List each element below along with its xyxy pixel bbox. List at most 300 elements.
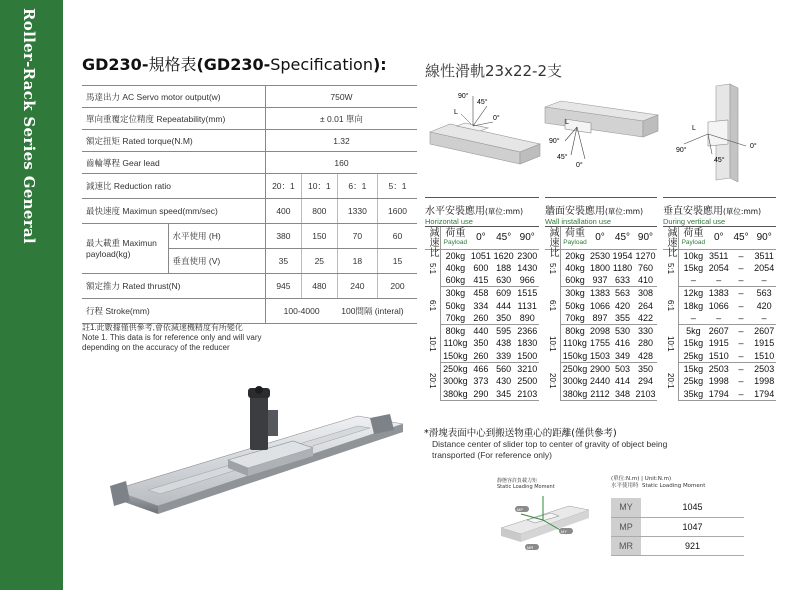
load-col-ratio: 減速比 — [545, 227, 561, 249]
load-cell: 560 — [496, 363, 512, 374]
load-cell: 2103 — [517, 388, 538, 399]
load-row — [663, 362, 776, 375]
spec-row-lead — [82, 152, 417, 174]
load-col-angle: 0° — [470, 227, 492, 249]
load-cell: 350 — [492, 312, 516, 325]
vertical-angle-45: 45° — [714, 157, 725, 164]
load-cell: 80kg — [445, 326, 466, 337]
load-cell: 260 — [470, 350, 492, 363]
load-cell: 3511 — [709, 250, 729, 261]
load-cell: 595 — [496, 326, 512, 337]
load-cell: 444 — [496, 300, 512, 311]
title-model: GD230- — [82, 55, 149, 74]
spec-value: 160 — [265, 152, 417, 174]
load-cell: 15kg — [683, 338, 704, 349]
load-cell: 415 — [470, 274, 492, 287]
load-cell: 2503 — [754, 363, 775, 374]
load-table-wall — [545, 197, 657, 401]
spec-row-payload-h — [82, 224, 417, 249]
load-row — [425, 287, 539, 300]
load-cell: 897 — [589, 312, 611, 325]
load-cell: 5kg — [686, 326, 701, 337]
load-col-angle: 0° — [708, 227, 730, 249]
moment-value: 1047 — [641, 517, 744, 536]
load-head — [663, 197, 776, 227]
spec-table — [82, 85, 417, 324]
moment-key: MP — [611, 517, 641, 536]
load-cell: 1800 — [589, 262, 610, 273]
load-row — [545, 299, 657, 312]
spec-value: 945 — [265, 274, 301, 299]
load-cell: 1131 — [517, 300, 537, 311]
load-cell: 10kg — [683, 250, 704, 261]
load-cell: 110kg — [563, 338, 587, 349]
load-cell: 1998 — [754, 376, 775, 387]
load-cell: 3511 — [754, 250, 774, 261]
spec-row-stroke — [82, 299, 417, 324]
wall-angle-0: 0° — [576, 162, 583, 169]
load-row — [545, 362, 657, 375]
load-cell: 1510 — [754, 350, 775, 361]
load-row — [663, 350, 776, 363]
load-cell: 1830 — [517, 338, 538, 349]
load-cell: 300kg — [443, 376, 468, 387]
load-row — [425, 350, 539, 363]
load-cell: 458 — [473, 288, 489, 299]
load-cell: 1066 — [589, 300, 610, 311]
spec-value: 480 — [301, 274, 337, 299]
load-col-payload — [441, 227, 470, 249]
load-col-payload-en: Payload — [443, 238, 468, 246]
load-cell: – — [738, 288, 744, 299]
load-cell: 438 — [496, 338, 512, 349]
spec-value: 400 — [265, 199, 301, 224]
static-label-mr: MR — [527, 545, 534, 550]
load-cell: 35kg — [679, 388, 708, 401]
spec-row-motor — [82, 86, 417, 108]
load-title-en: Wall installation use — [545, 217, 612, 226]
load-cell: 280 — [637, 338, 653, 349]
load-row — [545, 262, 657, 275]
load-cell: – — [752, 274, 776, 287]
load-table — [545, 227, 657, 401]
load-cell: 430 — [496, 376, 512, 387]
load-cell: 440 — [473, 326, 489, 337]
load-cell: 339 — [492, 350, 516, 363]
load-cell: 563 — [756, 288, 772, 299]
load-row — [425, 262, 539, 275]
spec-row-ratio — [82, 174, 417, 199]
load-cell: 1503 — [589, 350, 610, 361]
load-row — [663, 299, 776, 312]
load-col-angle: 0° — [589, 227, 611, 249]
load-cell: 1500 — [517, 350, 538, 361]
load-cell: 15kg — [683, 363, 704, 374]
load-cell: 80kg — [565, 326, 585, 337]
spec-value: 60 — [377, 224, 417, 249]
load-col-ratio: 減速比 — [425, 227, 441, 249]
vertical-angle-0: 0° — [750, 143, 757, 150]
load-ratio: 20:1 — [425, 362, 441, 400]
ref-note-en-2: transported (For reference only) — [432, 450, 552, 460]
spec-interval: 100間隔 (interal) — [337, 299, 417, 324]
load-cell: 563 — [614, 288, 630, 299]
load-cell: 3210 — [517, 363, 538, 374]
load-cell: 2900 — [589, 363, 610, 374]
load-cell: 25kg — [683, 376, 704, 387]
load-cell: 30kg — [445, 288, 466, 299]
spec-label: 減速比 Reduction ratio — [82, 174, 265, 199]
load-cell: 150kg — [561, 350, 589, 363]
load-ratio: 10:1 — [425, 325, 441, 363]
load-row — [425, 362, 539, 375]
load-cell: 2607 — [754, 326, 775, 337]
load-cell: 2366 — [517, 326, 538, 337]
load-cell: 422 — [634, 312, 657, 325]
sidebar — [0, 0, 63, 590]
wall-angle-45: 45° — [557, 154, 568, 161]
spec-value: 750W — [265, 86, 417, 108]
moment-value: 921 — [641, 536, 744, 555]
load-cell: 350 — [637, 363, 653, 374]
load-cell: 1270 — [635, 250, 656, 261]
load-row — [663, 262, 776, 275]
load-title-zh: 水平安裝應用 — [425, 206, 485, 217]
load-cell: – — [708, 312, 730, 325]
load-row — [545, 249, 657, 262]
load-cell: 2103 — [635, 388, 656, 399]
load-ratio: 20:1 — [663, 362, 679, 400]
load-cell: 70kg — [441, 312, 470, 325]
load-cell: 334 — [473, 300, 489, 311]
spec-value: 1.32 — [265, 130, 417, 152]
horizontal-angle-90: 90° — [458, 93, 469, 100]
load-cell: – — [730, 350, 753, 363]
load-cell: – — [738, 338, 744, 349]
spec-ratio-col: 20：1 — [265, 174, 301, 199]
spec-value: 35 — [265, 249, 301, 274]
load-cell: 250kg — [443, 363, 468, 374]
load-cell: 60kg — [561, 274, 589, 287]
note-en-2: depending on the accuracy of the reducer — [82, 343, 230, 352]
load-row — [425, 388, 539, 401]
load-row — [663, 388, 776, 401]
load-row — [545, 274, 657, 287]
load-row — [425, 274, 539, 287]
vertical-l-label: L — [692, 125, 696, 132]
load-row — [545, 350, 657, 363]
static-label-my: MY — [561, 529, 567, 534]
spec-row-torque — [82, 130, 417, 152]
load-cell: 1510 — [708, 350, 729, 361]
load-cell: 1998 — [708, 376, 729, 387]
spec-value: 150 — [301, 224, 337, 249]
sidebar-title: Roller-Rack Series General — [20, 8, 38, 244]
horizontal-mount-diagram — [425, 84, 545, 184]
load-cell: 2112 — [590, 388, 610, 399]
load-cell: 18kg — [683, 300, 704, 311]
load-cell: 1051 — [470, 250, 491, 261]
rail-heading: 線性滑軌23x22-2支 — [425, 62, 563, 80]
load-head — [425, 197, 539, 227]
load-title-en: Horizontal use — [425, 217, 473, 226]
load-title-zh: 垂直安裝應用 — [663, 206, 723, 217]
title-en: Specification — [270, 55, 373, 74]
load-cell: – — [738, 363, 744, 374]
load-cell: – — [679, 312, 708, 325]
spec-value: 800 — [301, 199, 337, 224]
load-col-angle: 90° — [752, 227, 776, 249]
load-row — [545, 312, 657, 325]
spec-value: 70 — [337, 224, 377, 249]
load-ratio: 6:1 — [663, 287, 679, 325]
static-moment-diagram — [497, 476, 597, 556]
title-model-en: GD230- — [203, 55, 271, 74]
load-cell: 2098 — [589, 326, 610, 337]
spec-value: 100-4000 — [265, 299, 337, 324]
load-col-angle: 45° — [730, 227, 753, 249]
load-cell: 20kg — [445, 250, 466, 261]
load-ratio: 6:1 — [545, 287, 561, 325]
title-zh: 規格表 — [148, 55, 197, 74]
static-label-mp: MP — [517, 507, 523, 512]
load-cell: 966 — [515, 274, 539, 287]
moment-key: MR — [611, 536, 641, 555]
load-cell: – — [738, 250, 744, 261]
load-row — [545, 287, 657, 300]
load-cell: 15kg — [683, 262, 704, 273]
load-cell: – — [730, 274, 753, 287]
load-cell: 1383 — [708, 288, 729, 299]
load-cell: 1180 — [612, 262, 633, 273]
moment-unit: (單位:N.m) | Unit:N.m) — [611, 476, 672, 482]
page-title — [82, 52, 387, 75]
load-cell: 330 — [637, 326, 653, 337]
load-cell: 188 — [496, 262, 512, 273]
load-row — [425, 312, 539, 325]
load-cell: 633 — [611, 274, 634, 287]
load-cell: 2530 — [589, 250, 610, 261]
load-cell: 428 — [634, 350, 657, 363]
load-cell: 260 — [470, 312, 492, 325]
load-cell: – — [708, 274, 730, 287]
load-cell: 1954 — [612, 250, 633, 261]
load-cell: 110kg — [443, 338, 468, 349]
load-cell: 937 — [589, 274, 611, 287]
spec-row-speed — [82, 199, 417, 224]
load-cell: 250kg — [562, 363, 588, 374]
load-col-payload — [561, 227, 589, 249]
load-cell: 530 — [614, 326, 630, 337]
load-cell: 40kg — [445, 262, 466, 273]
wall-angle-90: 90° — [549, 138, 560, 145]
spec-value: 25 — [301, 249, 337, 274]
load-row — [425, 337, 539, 350]
load-col-ratio: 減速比 — [663, 227, 679, 249]
load-header-row — [545, 227, 657, 249]
load-cell: 760 — [637, 262, 653, 273]
load-row — [425, 299, 539, 312]
load-col-payload-zh: 荷重 — [683, 227, 704, 239]
moment-en: Static Loading Moment — [642, 483, 706, 489]
spec-label: 齒輪導程 Gear lead — [82, 152, 265, 174]
load-cell: 1915 — [708, 338, 729, 349]
load-col-angle: 90° — [515, 227, 539, 249]
load-cell: 373 — [473, 376, 489, 387]
load-col-angle: 45° — [611, 227, 634, 249]
load-cell: – — [738, 376, 744, 387]
load-table-vertical — [663, 197, 776, 401]
load-cell: 503 — [614, 363, 630, 374]
load-cell: 416 — [614, 338, 630, 349]
load-cell: 345 — [492, 388, 516, 401]
spec-row-thrust — [82, 274, 417, 299]
load-row — [663, 337, 776, 350]
spec-label: 行程 Stroke(mm) — [82, 299, 265, 324]
load-cell: – — [738, 326, 744, 337]
load-cell: – — [679, 274, 708, 287]
load-cell: 150kg — [441, 350, 470, 363]
load-row — [545, 375, 657, 388]
load-cell: 70kg — [561, 312, 589, 325]
spec-row-repeatability — [82, 108, 417, 130]
load-cell: 609 — [496, 288, 512, 299]
load-cell: 50kg — [565, 300, 585, 311]
load-cell: 466 — [473, 363, 489, 374]
spec-ratio-col: 5：1 — [377, 174, 417, 199]
moment-key: MY — [611, 498, 641, 517]
load-cell: 410 — [634, 274, 657, 287]
load-cell: 630 — [492, 274, 516, 287]
load-cell: 600 — [473, 262, 489, 273]
static-caption-en: Static Loading Moment — [497, 484, 555, 490]
load-cell: 264 — [637, 300, 653, 311]
spec-label: 最快速度 Maximun speed(mm/sec) — [82, 199, 265, 224]
load-row — [425, 375, 539, 388]
load-cell: 348 — [611, 388, 634, 401]
load-unit: (單位:mm) — [723, 207, 761, 216]
load-ratio: 5:1 — [545, 249, 561, 287]
static-caption-zh: 靜態容許負載力矩 — [497, 478, 538, 484]
load-unit: (單位:mm) — [485, 207, 523, 216]
load-cell: – — [752, 312, 776, 325]
moment-caption — [611, 476, 705, 490]
load-cell: 1794 — [708, 388, 729, 399]
load-col-payload-zh: 荷重 — [445, 227, 466, 239]
load-cell: 308 — [637, 288, 653, 299]
spec-label: 額定扭矩 Rated torque(N.M) — [82, 130, 265, 152]
load-cell: 1915 — [754, 338, 775, 349]
load-cell: 1755 — [589, 338, 610, 349]
load-cell: 2607 — [708, 326, 729, 337]
load-cell: 50kg — [445, 300, 466, 311]
load-cell: – — [730, 312, 753, 325]
moment-value: 1045 — [641, 498, 744, 517]
load-cell: – — [738, 262, 744, 273]
spec-value: ± 0.01 單向 — [265, 108, 417, 130]
load-row — [663, 249, 776, 262]
actuator-image — [108, 378, 408, 518]
load-ratio: 20:1 — [545, 362, 561, 400]
load-col-payload-en: Payload — [681, 238, 706, 246]
load-row — [663, 274, 776, 287]
spec-value: 200 — [377, 274, 417, 299]
spec-sublabel: 垂直使用 (V) — [168, 249, 265, 274]
load-cell: 2054 — [754, 262, 775, 273]
load-cell: 414 — [614, 376, 630, 387]
vertical-angle-90: 90° — [676, 147, 687, 154]
load-cell: 2500 — [517, 376, 538, 387]
spec-label: 額定推力 Rated thrust(N) — [82, 274, 265, 299]
spec-value: 380 — [265, 224, 301, 249]
load-cell: 1430 — [517, 262, 538, 273]
spec-ratio-col: 10：1 — [301, 174, 337, 199]
spec-value: 15 — [377, 249, 417, 274]
load-ratio: 10:1 — [545, 325, 561, 363]
load-cell: 294 — [637, 376, 653, 387]
reference-note — [424, 428, 667, 461]
load-head — [545, 197, 657, 227]
horizontal-angle-0: 0° — [493, 115, 500, 122]
load-cell: 1794 — [754, 388, 775, 399]
load-cell: 60kg — [441, 274, 470, 287]
footnote — [82, 323, 262, 353]
load-ratio: 5:1 — [663, 249, 679, 287]
load-cell: 25kg — [679, 350, 708, 363]
load-cell: 2054 — [708, 262, 729, 273]
load-col-payload-en: Payload — [563, 238, 587, 246]
load-cell: 12kg — [683, 288, 704, 299]
load-col-payload — [679, 227, 708, 249]
spec-value: 240 — [337, 274, 377, 299]
spec-value: 1600 — [377, 199, 417, 224]
load-cell: 420 — [614, 300, 630, 311]
wall-l-label: L — [565, 119, 569, 126]
moment-zh: 水平使用時 — [611, 483, 639, 489]
load-cell: 2440 — [589, 376, 610, 387]
load-row — [545, 325, 657, 338]
load-row — [425, 249, 539, 262]
load-cell: 300kg — [562, 376, 588, 387]
load-cell: 1383 — [589, 288, 610, 299]
load-row — [663, 312, 776, 325]
load-row — [425, 325, 539, 338]
load-cell: 1515 — [517, 288, 538, 299]
load-cell: 349 — [611, 350, 634, 363]
note-zh: 註1.此數據僅供參考,會依減速機精度有所變化 — [82, 323, 243, 332]
load-row — [545, 337, 657, 350]
load-cell: 380kg — [441, 388, 470, 401]
moment-row — [611, 536, 744, 555]
load-row — [663, 375, 776, 388]
load-ratio: 5:1 — [425, 249, 441, 287]
load-col-angle: 45° — [492, 227, 516, 249]
load-table-horizontal — [425, 197, 539, 401]
load-cell: 20kg — [565, 250, 585, 261]
ref-note-en-1: Distance center of slider top to center of gravity of object being — [432, 439, 668, 449]
spec-label: 單向重覆定位精度 Repeatability(mm) — [82, 108, 265, 130]
load-col-payload-zh: 荷重 — [564, 227, 585, 239]
load-cell: 2503 — [708, 363, 729, 374]
load-cell: – — [730, 388, 753, 401]
load-unit: (單位:mm) — [605, 207, 643, 216]
load-cell: 40kg — [565, 262, 585, 273]
horizontal-l-label: L — [454, 109, 458, 116]
load-cell: 2300 — [517, 250, 538, 261]
load-title-zh: 牆面安裝應用 — [545, 206, 605, 217]
load-cell: 355 — [611, 312, 634, 325]
load-table — [663, 227, 776, 401]
